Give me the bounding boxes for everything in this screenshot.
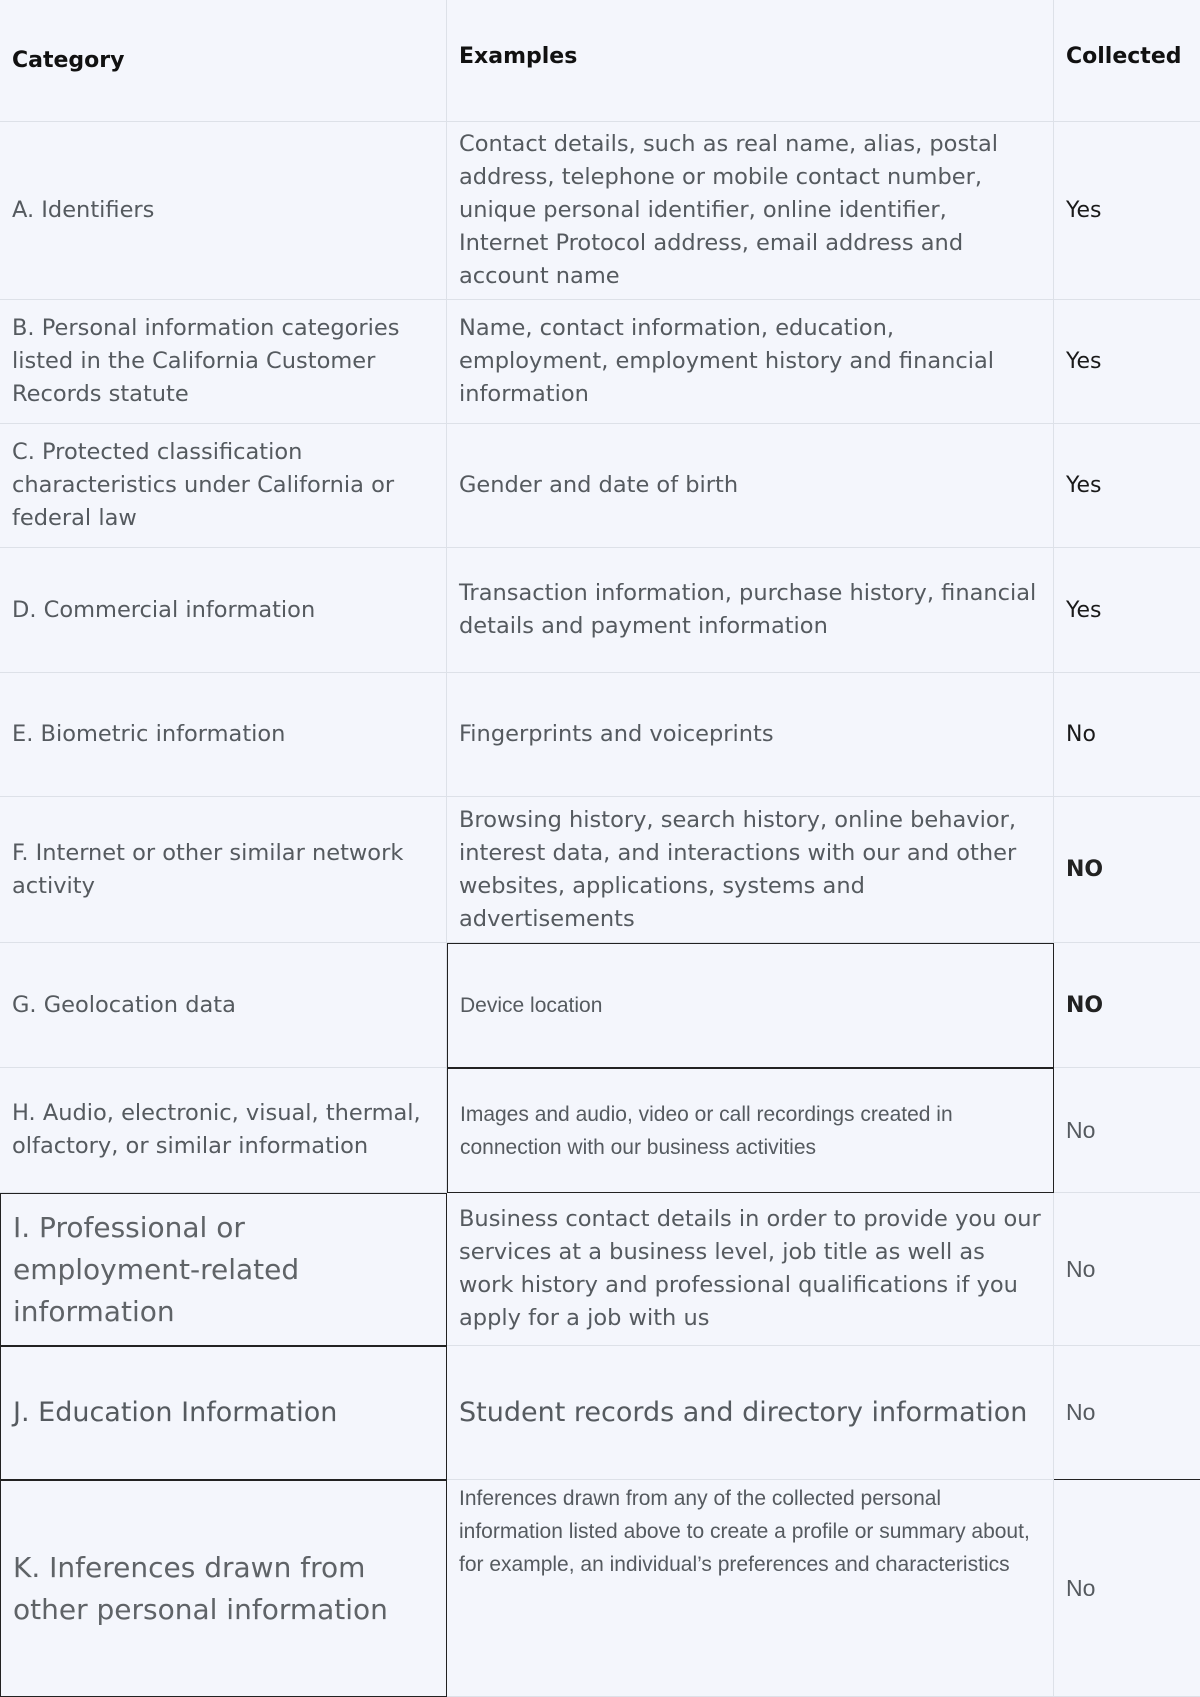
row-e-examples-text: Fingerprints and voiceprints: [459, 721, 774, 747]
row-a-category-text: A. Identifiers: [12, 197, 155, 223]
row-g-category-text: G. Geolocation data: [12, 991, 236, 1018]
row-b-category-text: B. Personal information categories listed in the California Customer Records statute: [12, 315, 400, 407]
row-e-collected-value: No: [1066, 722, 1096, 747]
row-d-category: [0, 548, 447, 673]
header-collected-label: Collected: [1066, 44, 1182, 69]
row-k-collected-value: No: [1066, 1574, 1096, 1601]
row-h-category-text: H. Audio, electronic, visual, thermal, olfactory, or similar information: [12, 1100, 421, 1159]
row-h-category: [0, 1068, 447, 1193]
row-d-collected-value: Yes: [1066, 597, 1102, 623]
row-f-examples-text: Browsing history, search history, online behavior, interest data, and interactions with our and other websites, applications, systems and advertisements: [459, 806, 1017, 932]
header-examples: [447, 0, 1054, 122]
row-e-category-text: E. Biometric information: [12, 721, 286, 747]
row-a-collected-value: Yes: [1066, 198, 1102, 223]
row-c-collected: [1054, 424, 1200, 548]
header-category: [0, 0, 447, 122]
row-d-category-text: D. Commercial information: [12, 596, 316, 623]
row-a-collected: [1054, 122, 1200, 300]
row-j-examples-text: Student records and directory information: [459, 1396, 1028, 1428]
row-j-collected-value: No: [1066, 1399, 1096, 1425]
row-f-category-text: F. Internet or other similar network activity: [12, 839, 404, 899]
row-i-collected: [1054, 1193, 1200, 1346]
row-d-examples: [447, 548, 1054, 673]
row-b-collected: [1054, 300, 1200, 424]
row-b-examples: [447, 300, 1054, 424]
row-h-examples-text: Images and audio, video or call recordings created in connection with our business activities: [460, 1102, 953, 1159]
row-c-category-text: C. Protected classification characteristics under California or federal law: [12, 439, 395, 531]
row-j-category-text: J. Education Information: [13, 1397, 338, 1428]
row-f-collected: [1054, 797, 1200, 943]
row-g-examples: [447, 943, 1054, 1068]
row-a-examples: [447, 122, 1054, 300]
row-d-examples-text: Transaction information, purchase history, financial details and payment information: [459, 580, 1037, 639]
row-f-collected-value: NO: [1066, 857, 1104, 882]
row-k-category: [0, 1480, 447, 1697]
row-k-category-text: K. Inferences drawn from other personal information: [13, 1550, 388, 1626]
row-k-examples: [447, 1480, 1054, 1697]
row-i-category: [0, 1193, 447, 1346]
row-g-collected: [1054, 943, 1200, 1068]
row-e-examples: [447, 673, 1054, 797]
row-c-category: [0, 424, 447, 548]
row-i-collected-value: No: [1066, 1255, 1096, 1282]
row-c-examples: [447, 424, 1054, 548]
row-h-examples: [447, 1068, 1054, 1193]
row-k-collected: [1054, 1480, 1200, 1697]
row-h-collected-value: No: [1066, 1116, 1096, 1143]
row-k-examples-text: Inferences drawn from any of the collected personal information listed above to create a profile or summary about, for example, an individual’s preferences and characteristics: [459, 1487, 1030, 1576]
row-g-collected-value: NO: [1066, 992, 1104, 1018]
row-j-collected: [1054, 1346, 1200, 1480]
row-c-examples-text: Gender and date of birth: [459, 472, 739, 498]
row-b-examples-text: Name, contact information, education, employment, employment history and financial information: [459, 315, 995, 407]
row-g-examples-text: Device location: [460, 994, 603, 1017]
row-e-collected: [1054, 673, 1200, 797]
row-d-collected: [1054, 548, 1200, 673]
row-i-examples: [447, 1193, 1054, 1346]
row-b-collected-value: Yes: [1066, 349, 1102, 374]
row-e-category: [0, 673, 447, 797]
row-f-category: [0, 797, 447, 943]
header-examples-label: Examples: [459, 44, 578, 69]
row-h-collected: [1054, 1068, 1200, 1193]
header-collected: [1054, 0, 1200, 122]
row-a-category: [0, 122, 447, 300]
row-i-examples-text: Business contact details in order to provide you our services at a business level, job title as well as work history and professional qualifications if you apply for a job with us: [459, 1206, 1041, 1331]
row-j-category: [0, 1346, 447, 1480]
row-b-category: [0, 300, 447, 424]
row-g-category: [0, 943, 447, 1068]
row-c-collected-value: Yes: [1066, 473, 1102, 498]
header-category-label: Category: [12, 48, 125, 73]
row-i-category-text: I. Professional or employment-related information: [13, 1210, 300, 1328]
row-j-examples: [447, 1346, 1054, 1480]
row-f-examples: [447, 797, 1054, 943]
row-a-examples-text: Contact details, such as real name, alias, postal address, telephone or mobile contact number, unique personal identifier, online identifier, Internet Protocol address, email address and account name: [459, 131, 999, 289]
